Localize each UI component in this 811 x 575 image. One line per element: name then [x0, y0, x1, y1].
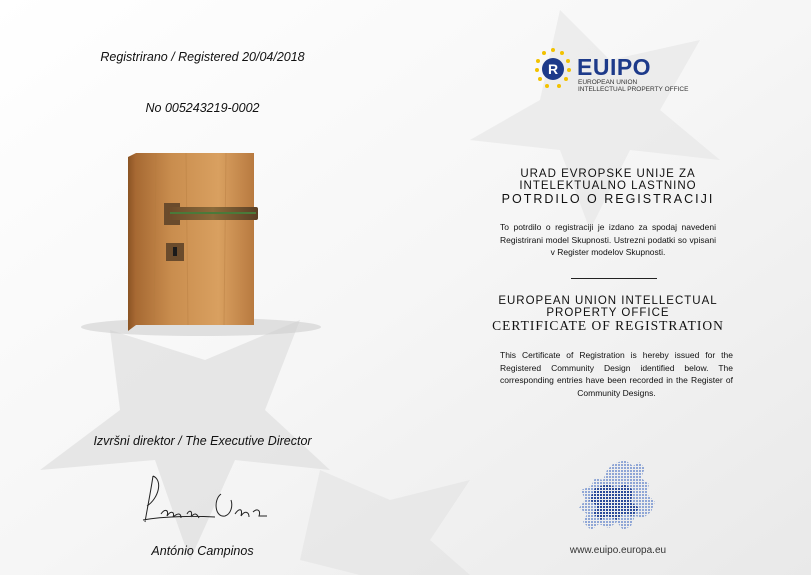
office-name-en-line2: PROPERTY OFFICE — [546, 307, 670, 319]
euipo-emblem-icon — [533, 46, 573, 92]
logo-subtitle-line2: INTELLECTUAL PROPERTY OFFICE — [578, 86, 689, 93]
section-divider — [571, 278, 657, 279]
certificate-body-en: This Certificate of Registration is hereby issued for the Registered Community Design identified below. The corresponding entries have been recorded in the Register of Community Designs. — [500, 350, 733, 398]
logo-subtitle-line1: EUROPEAN UNION — [578, 79, 638, 86]
euipo-logo — [533, 46, 703, 96]
europe-map-icon — [573, 458, 663, 538]
website-link[interactable]: www.euipo.europa.eu — [569, 545, 667, 556]
registration-number: No 005243219-0002 — [145, 101, 260, 115]
certificate-body-sl: To potrdilo o registraciji je izdano za spodaj navedeni Registrirani model Skupnosti. Ustrezni podatki so vpisani v Register modelov Skupnosti. — [500, 222, 716, 257]
signer-name: António Campinos — [151, 544, 254, 558]
office-name-sl-line2: INTELEKTUALNO LASTNINO — [519, 180, 697, 192]
office-name-sl-line1: URAD EVROPSKE UNIJE ZA — [520, 168, 696, 180]
signature — [135, 470, 280, 530]
executive-director-title: Izvršni direktor / The Executive Director — [93, 434, 312, 448]
certificate-title-en: CERTIFICATE OF REGISTRATION — [492, 318, 724, 333]
registration-date-line: Registrirano / Registered 20/04/2018 — [100, 50, 305, 64]
office-name-en-line1: EUROPEAN UNION INTELLECTUAL — [498, 295, 718, 307]
logo-wordmark: EUIPO — [577, 54, 652, 80]
design-image-door-handle — [36, 135, 336, 340]
certificate-title-sl: POTRDILO O REGISTRACIJI — [501, 192, 715, 206]
svg-text:R: R — [547, 61, 559, 77]
